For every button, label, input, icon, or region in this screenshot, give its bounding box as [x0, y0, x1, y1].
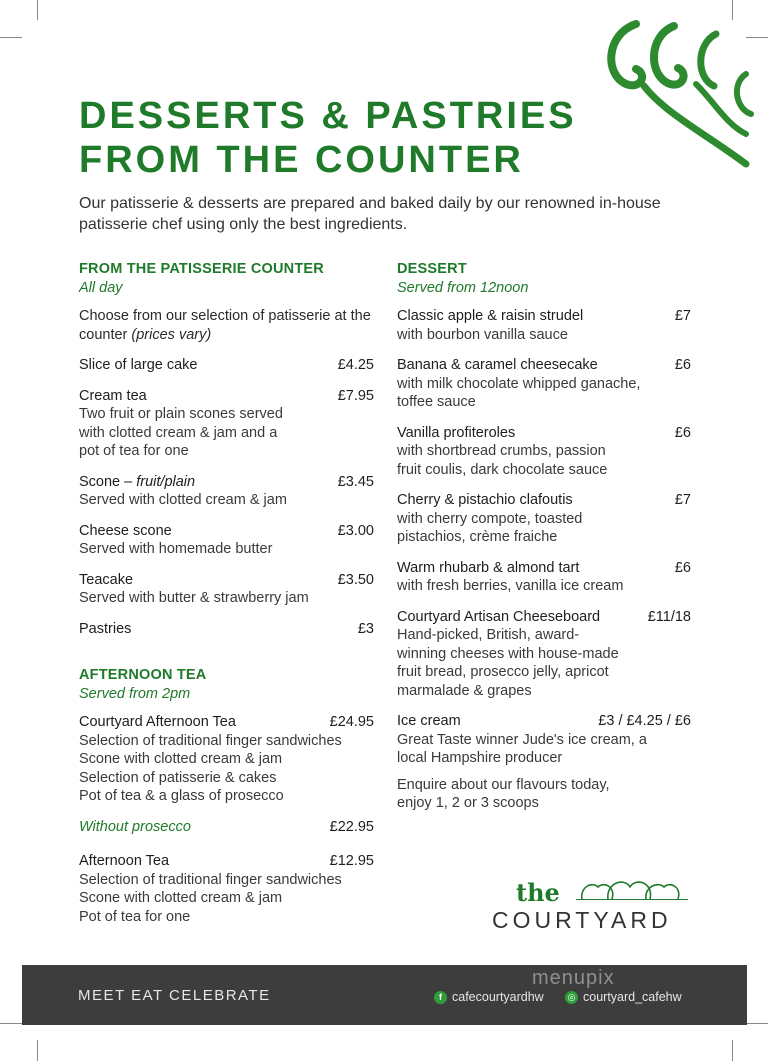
- item-name: Banana & caramel cheesecake: [397, 357, 598, 373]
- item-price: £7.95: [337, 387, 374, 404]
- crop-mark: [37, 1040, 38, 1061]
- menu-item: [79, 387, 374, 461]
- item-price: £4.25: [337, 357, 374, 373]
- choose-text: Choose from our selection of patisserie at the counter: [79, 308, 371, 343]
- watermark: menupix: [532, 967, 615, 989]
- item-desc: Two fruit or plain scones served with clotted cream & jam and a pot of tea for one: [79, 406, 283, 459]
- menu-item: [79, 818, 374, 837]
- left-column: [79, 260, 374, 938]
- instagram-icon: ◎: [565, 991, 578, 1004]
- section-title-afternoon-tea: AFTERNOON TEA: [79, 667, 207, 683]
- item-desc: Great Taste winner Jude's ice cream, a local Hampshire producer: [397, 731, 647, 766]
- menu-item: [79, 713, 374, 806]
- item-price: £3.50: [337, 571, 374, 588]
- crop-mark: [0, 1023, 22, 1024]
- menu-item: [79, 356, 374, 375]
- item-name: Afternoon Tea: [79, 853, 170, 869]
- item-desc: Served with clotted cream & jam: [79, 492, 287, 508]
- menu-item: [397, 608, 691, 701]
- item-desc: with shortbread crumbs, passion fruit coulis, dark chocolate sauce: [397, 443, 608, 478]
- item-line: Scone with clotted cream & jam: [79, 890, 283, 906]
- title-line-2: FROM THE COUNTER: [79, 139, 524, 181]
- item-desc: with cherry compote, toasted pistachios, crème fraiche: [397, 510, 583, 545]
- menu-item: [397, 307, 691, 344]
- item-price: £22.95: [329, 818, 374, 835]
- crop-mark: [746, 1023, 768, 1024]
- section-subtitle-afternoon-tea: Served from 2pm: [79, 686, 191, 702]
- instagram-handle: courtyard_cafehw: [583, 990, 682, 1004]
- item-price: £7: [674, 308, 691, 324]
- facebook-link[interactable]: [434, 990, 544, 1004]
- item-name: Slice of large cake: [79, 357, 198, 373]
- item-line: Scone with clotted cream & jam: [79, 751, 283, 767]
- swirl-decoration-icon: [596, 14, 756, 182]
- menu-item: [397, 356, 691, 412]
- logo-the: the: [516, 878, 560, 907]
- menu-item: [397, 424, 691, 480]
- item-line: Selection of patisserie & cakes: [79, 769, 277, 786]
- item-price: £6: [674, 357, 691, 373]
- item-name: Classic apple & raisin strudel: [397, 308, 584, 324]
- item-name: Courtyard Artisan Cheeseboard: [397, 608, 601, 625]
- section-title-dessert: DESSERT: [397, 261, 467, 277]
- item-name: Scone –: [79, 473, 137, 490]
- logo-name: COURTYARD: [492, 907, 672, 933]
- menu-item: [79, 522, 374, 559]
- choose-note: (prices vary): [131, 326, 212, 343]
- menu-item: [397, 559, 691, 596]
- item-name: Without prosecco: [79, 818, 191, 835]
- menu-item: [397, 712, 691, 768]
- item-price: £6: [674, 559, 691, 576]
- item-line: Selection of traditional finger sandwiches: [79, 871, 342, 888]
- item-price: £11/18: [647, 608, 691, 625]
- item-desc: with fresh berries, vanilla ice cream: [397, 578, 624, 594]
- item-name-variant: fruit/plain: [136, 473, 196, 490]
- item-desc: with milk chocolate whipped ganache, toffee sauce: [397, 375, 641, 410]
- item-line: Selection of traditional finger sandwiches: [79, 732, 342, 749]
- logo-trees-icon: [578, 877, 682, 903]
- menu-item: [79, 473, 374, 510]
- item-name: Cherry & pistachio clafoutis: [397, 492, 573, 508]
- section-subtitle-patisserie: All day: [79, 280, 123, 296]
- item-price: £7: [674, 492, 691, 508]
- intro-text: Our patisserie & desserts are prepared and baked daily by our renowned in-house patisserie chef using only the best ingredients.: [79, 195, 661, 233]
- item-desc: Served with butter & strawberry jam: [79, 590, 309, 606]
- item-price: £24.95: [329, 714, 374, 730]
- item-name: Cream tea: [79, 387, 147, 404]
- menu-item: [397, 491, 691, 547]
- item-desc: with bourbon vanilla sauce: [397, 326, 568, 343]
- menu-item: [79, 571, 374, 608]
- item-desc: Hand-picked, British, award-winning cheeses with house-made fruit bread, prosecco jelly, apricot marmalade & grapes: [397, 627, 619, 699]
- item-line: Pot of tea for one: [79, 908, 191, 925]
- item-price: £3.45: [337, 473, 374, 490]
- section-subtitle-dessert: Served from 12noon: [397, 280, 529, 296]
- footer-bar: [22, 965, 747, 1025]
- footer-tagline: MEET EAT CELEBRATE: [78, 987, 271, 1004]
- item-name: Teacake: [79, 571, 134, 588]
- ice-cream-note: Enquire about our flavours today, enjoy 1, 2 or 3 scoops: [397, 776, 610, 811]
- crop-mark: [732, 1040, 733, 1061]
- menu-item: [79, 620, 374, 639]
- item-name: Ice cream: [397, 713, 461, 729]
- item-desc: Served with homemade butter: [79, 541, 273, 557]
- right-column: [397, 260, 691, 813]
- section-title-patisserie: FROM THE PATISSERIE COUNTER: [79, 261, 324, 277]
- title-line-1: DESSERTS & PASTRIES: [79, 95, 577, 137]
- item-name: Warm rhubarb & almond tart: [397, 559, 580, 576]
- item-name: Courtyard Afternoon Tea: [79, 714, 236, 730]
- facebook-handle: cafecourtyardhw: [452, 990, 544, 1004]
- item-price: £6: [674, 424, 691, 441]
- item-line: Pot of tea & a glass of prosecco: [79, 788, 284, 804]
- item-name: Vanilla profiteroles: [397, 424, 516, 441]
- facebook-icon: f: [434, 991, 447, 1004]
- item-name: Pastries: [79, 620, 132, 637]
- crop-mark: [0, 37, 22, 38]
- item-name: Cheese scone: [79, 522, 172, 539]
- menu-item: [79, 852, 374, 926]
- item-price: £3.00: [337, 522, 374, 539]
- item-price: £12.95: [329, 853, 374, 869]
- item-price: £3: [357, 620, 374, 637]
- courtyard-logo: [492, 875, 692, 935]
- instagram-link[interactable]: [565, 990, 682, 1004]
- page-title: [79, 94, 577, 182]
- item-price: £3 / £4.25 / £6: [598, 713, 691, 729]
- crop-mark: [37, 0, 38, 20]
- menu-item: [79, 307, 374, 344]
